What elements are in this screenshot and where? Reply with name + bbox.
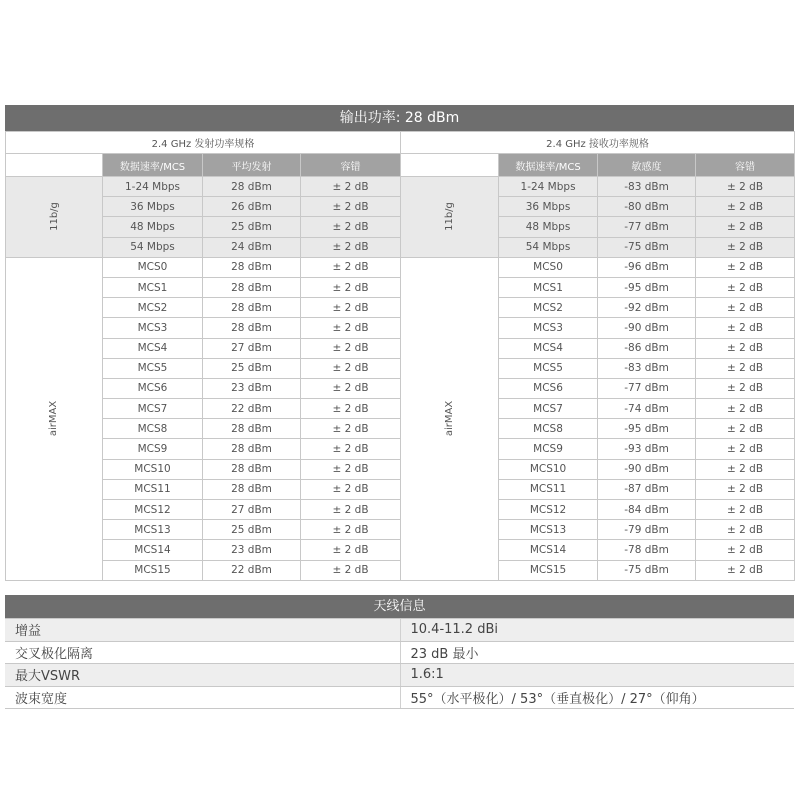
rx-sensitivity-cell: -83 dBm — [598, 177, 696, 197]
rx-rate-cell: MCS0 — [499, 257, 598, 277]
table-row — [6, 560, 795, 580]
rx-sensitivity-cell: -86 dBm — [598, 338, 696, 358]
tx-rate-cell: MCS7 — [103, 399, 203, 419]
rx-tolerance-cell: ± 2 dB — [696, 439, 795, 459]
tx-header-rate: 数据速率/MCS — [103, 154, 203, 177]
rx-tolerance-cell: ± 2 dB — [696, 459, 795, 479]
tx-group-label — [6, 177, 103, 258]
rx-rate-cell: MCS10 — [499, 459, 598, 479]
tx-power-cell: 28 dBm — [203, 298, 301, 318]
tx-tolerance-cell: ± 2 dB — [301, 419, 401, 439]
rx-tolerance-cell: ± 2 dB — [696, 177, 795, 197]
tx-rate-cell: MCS4 — [103, 338, 203, 358]
tx-tolerance-cell: ± 2 dB — [301, 197, 401, 217]
rx-sensitivity-cell: -90 dBm — [598, 318, 696, 338]
rx-tolerance-cell: ± 2 dB — [696, 500, 795, 520]
tx-tolerance-cell: ± 2 dB — [301, 520, 401, 540]
tx-rate-cell: 1-24 Mbps — [103, 177, 203, 197]
rx-group-label — [401, 177, 499, 258]
tx-power-cell: 28 dBm — [203, 277, 301, 297]
tx-power-cell: 25 dBm — [203, 358, 301, 378]
tx-power-cell: 28 dBm — [203, 419, 301, 439]
rx-tolerance-cell: ± 2 dB — [696, 217, 795, 237]
rx-header-rate: 数据速率/MCS — [499, 154, 598, 177]
rx-tolerance-cell: ± 2 dB — [696, 197, 795, 217]
rx-sensitivity-cell: -95 dBm — [598, 277, 696, 297]
antenna-value: 23 dB 最小 — [400, 641, 794, 664]
tx-rate-cell: MCS12 — [103, 500, 203, 520]
table-row — [6, 257, 795, 277]
tx-tolerance-cell: ± 2 dB — [301, 479, 401, 499]
tx-tolerance-cell: ± 2 dB — [301, 399, 401, 419]
tx-rate-cell: MCS8 — [103, 419, 203, 439]
table-row — [6, 459, 795, 479]
antenna-label: 增益 — [5, 619, 400, 642]
tx-power-cell: 28 dBm — [203, 257, 301, 277]
rx-sensitivity-cell: -74 dBm — [598, 399, 696, 419]
rx-tolerance-cell: ± 2 dB — [696, 298, 795, 318]
rx-rate-cell: MCS1 — [499, 277, 598, 297]
tx-tolerance-cell: ± 2 dB — [301, 338, 401, 358]
tx-rate-cell: MCS11 — [103, 479, 203, 499]
power-spec-table — [5, 131, 795, 581]
rx-sensitivity-cell: -90 dBm — [598, 459, 696, 479]
antenna-value: 55°（水平极化）/ 53°（垂直极化）/ 27°（仰角） — [400, 686, 794, 709]
tx-tolerance-cell: ± 2 dB — [301, 358, 401, 378]
tx-group-label — [6, 257, 103, 580]
tx-power-cell: 27 dBm — [203, 338, 301, 358]
tx-tolerance-cell: ± 2 dB — [301, 298, 401, 318]
rx-tolerance-cell: ± 2 dB — [696, 338, 795, 358]
tx-power-cell: 25 dBm — [203, 520, 301, 540]
antenna-row — [5, 619, 794, 642]
tx-tolerance-cell: ± 2 dB — [301, 378, 401, 398]
tx-tolerance-cell: ± 2 dB — [301, 177, 401, 197]
rx-sensitivity-cell: -75 dBm — [598, 560, 696, 580]
rx-rate-cell: MCS14 — [499, 540, 598, 560]
rx-group-label-text: airMAX — [444, 401, 456, 437]
table-row — [6, 419, 795, 439]
table-row — [6, 237, 795, 257]
rx-tolerance-cell: ± 2 dB — [696, 237, 795, 257]
table-row — [6, 399, 795, 419]
tx-tolerance-cell: ± 2 dB — [301, 459, 401, 479]
antenna-label: 波束宽度 — [5, 686, 400, 709]
antenna-value: 1.6:1 — [400, 664, 794, 687]
table-row — [6, 520, 795, 540]
table-row — [6, 197, 795, 217]
rx-sensitivity-cell: -95 dBm — [598, 419, 696, 439]
tx-rate-cell: MCS15 — [103, 560, 203, 580]
tx-power-cell: 23 dBm — [203, 378, 301, 398]
rx-rate-cell: MCS3 — [499, 318, 598, 338]
tx-power-cell: 25 dBm — [203, 217, 301, 237]
tx-rate-cell: MCS14 — [103, 540, 203, 560]
tx-tolerance-cell: ± 2 dB — [301, 237, 401, 257]
tx-tolerance-cell: ± 2 dB — [301, 439, 401, 459]
tx-rate-cell: MCS0 — [103, 257, 203, 277]
rx-tolerance-cell: ± 2 dB — [696, 419, 795, 439]
tx-rate-cell: 36 Mbps — [103, 197, 203, 217]
rx-rate-cell: MCS13 — [499, 520, 598, 540]
table-row — [6, 479, 795, 499]
antenna-label: 交叉极化隔离 — [5, 641, 400, 664]
rx-group-label-text: 11b/g — [444, 202, 456, 232]
table-row — [6, 358, 795, 378]
rx-header-sensitivity: 敏感度 — [598, 154, 696, 177]
rx-tolerance-cell: ± 2 dB — [696, 358, 795, 378]
table-row — [6, 318, 795, 338]
rx-rate-cell: MCS11 — [499, 479, 598, 499]
tx-tolerance-cell: ± 2 dB — [301, 540, 401, 560]
tx-tolerance-cell: ± 2 dB — [301, 318, 401, 338]
rx-header-tolerance: 容错 — [696, 154, 795, 177]
table-row — [6, 378, 795, 398]
table-row — [6, 540, 795, 560]
tx-power-cell: 22 dBm — [203, 560, 301, 580]
antenna-info-table — [5, 618, 794, 709]
tx-rate-cell: MCS9 — [103, 439, 203, 459]
tx-power-cell: 28 dBm — [203, 177, 301, 197]
tx-rate-cell: MCS2 — [103, 298, 203, 318]
rx-sensitivity-cell: -75 dBm — [598, 237, 696, 257]
rx-sensitivity-cell: -79 dBm — [598, 520, 696, 540]
tx-rate-cell: 54 Mbps — [103, 237, 203, 257]
rx-group-label — [401, 257, 499, 580]
tx-power-cell: 27 dBm — [203, 500, 301, 520]
table-row — [6, 298, 795, 318]
rx-rate-cell: MCS9 — [499, 439, 598, 459]
rx-tolerance-cell: ± 2 dB — [696, 560, 795, 580]
rx-sensitivity-cell: -78 dBm — [598, 540, 696, 560]
rx-rate-cell: MCS15 — [499, 560, 598, 580]
table-row — [6, 177, 795, 197]
rx-tolerance-cell: ± 2 dB — [696, 479, 795, 499]
rx-sensitivity-cell: -84 dBm — [598, 500, 696, 520]
antenna-value: 10.4-11.2 dBi — [400, 619, 794, 642]
rx-sensitivity-cell: -77 dBm — [598, 217, 696, 237]
tx-power-cell: 22 dBm — [203, 399, 301, 419]
tx-rate-cell: MCS5 — [103, 358, 203, 378]
tx-rate-cell: MCS6 — [103, 378, 203, 398]
rx-tolerance-cell: ± 2 dB — [696, 277, 795, 297]
rx-rate-cell: 54 Mbps — [499, 237, 598, 257]
tx-tolerance-cell: ± 2 dB — [301, 277, 401, 297]
tx-caption: 2.4 GHz 发射功率规格 — [6, 132, 401, 154]
rx-blank-header — [401, 154, 499, 177]
output-power-banner: 输出功率: 28 dBm — [5, 105, 794, 131]
rx-tolerance-cell: ± 2 dB — [696, 399, 795, 419]
tx-tolerance-cell: ± 2 dB — [301, 257, 401, 277]
table-row — [6, 500, 795, 520]
table-row — [6, 439, 795, 459]
antenna-label: 最大VSWR — [5, 664, 400, 687]
antenna-info-banner: 天线信息 — [5, 595, 794, 618]
tx-power-cell: 28 dBm — [203, 439, 301, 459]
table-row — [6, 277, 795, 297]
rx-rate-cell: MCS4 — [499, 338, 598, 358]
antenna-row — [5, 686, 794, 709]
rx-rate-cell: 48 Mbps — [499, 217, 598, 237]
tx-power-cell: 24 dBm — [203, 237, 301, 257]
rx-rate-cell: MCS5 — [499, 358, 598, 378]
tx-header-tolerance: 容错 — [301, 154, 401, 177]
rx-rate-cell: MCS2 — [499, 298, 598, 318]
tx-rate-cell: MCS10 — [103, 459, 203, 479]
rx-sensitivity-cell: -80 dBm — [598, 197, 696, 217]
rx-tolerance-cell: ± 2 dB — [696, 257, 795, 277]
rx-sensitivity-cell: -96 dBm — [598, 257, 696, 277]
rx-sensitivity-cell: -92 dBm — [598, 298, 696, 318]
rx-rate-cell: MCS8 — [499, 419, 598, 439]
rx-rate-cell: MCS6 — [499, 378, 598, 398]
rx-rate-cell: 36 Mbps — [499, 197, 598, 217]
tx-blank-header — [6, 154, 103, 177]
tx-power-cell: 28 dBm — [203, 318, 301, 338]
tx-header-power: 平均发射 — [203, 154, 301, 177]
rx-tolerance-cell: ± 2 dB — [696, 520, 795, 540]
tx-tolerance-cell: ± 2 dB — [301, 560, 401, 580]
tx-group-label-text: airMAX — [48, 401, 60, 437]
rx-sensitivity-cell: -77 dBm — [598, 378, 696, 398]
rx-sensitivity-cell: -83 dBm — [598, 358, 696, 378]
antenna-row — [5, 664, 794, 687]
tx-rate-cell: MCS1 — [103, 277, 203, 297]
rx-sensitivity-cell: -93 dBm — [598, 439, 696, 459]
tx-tolerance-cell: ± 2 dB — [301, 217, 401, 237]
rx-rate-cell: MCS12 — [499, 500, 598, 520]
rx-tolerance-cell: ± 2 dB — [696, 318, 795, 338]
tx-power-cell: 28 dBm — [203, 479, 301, 499]
rx-tolerance-cell: ± 2 dB — [696, 378, 795, 398]
rx-tolerance-cell: ± 2 dB — [696, 540, 795, 560]
rx-rate-cell: MCS7 — [499, 399, 598, 419]
tx-power-cell: 28 dBm — [203, 459, 301, 479]
rx-rate-cell: 1-24 Mbps — [499, 177, 598, 197]
tx-group-label-text: 11b/g — [48, 202, 60, 232]
tx-power-cell: 26 dBm — [203, 197, 301, 217]
table-row — [6, 217, 795, 237]
tx-rate-cell: MCS3 — [103, 318, 203, 338]
tx-tolerance-cell: ± 2 dB — [301, 500, 401, 520]
rx-sensitivity-cell: -87 dBm — [598, 479, 696, 499]
rx-caption: 2.4 GHz 接收功率规格 — [401, 132, 795, 154]
antenna-row — [5, 641, 794, 664]
tx-rate-cell: MCS13 — [103, 520, 203, 540]
table-row — [6, 338, 795, 358]
tx-power-cell: 23 dBm — [203, 540, 301, 560]
tx-rate-cell: 48 Mbps — [103, 217, 203, 237]
